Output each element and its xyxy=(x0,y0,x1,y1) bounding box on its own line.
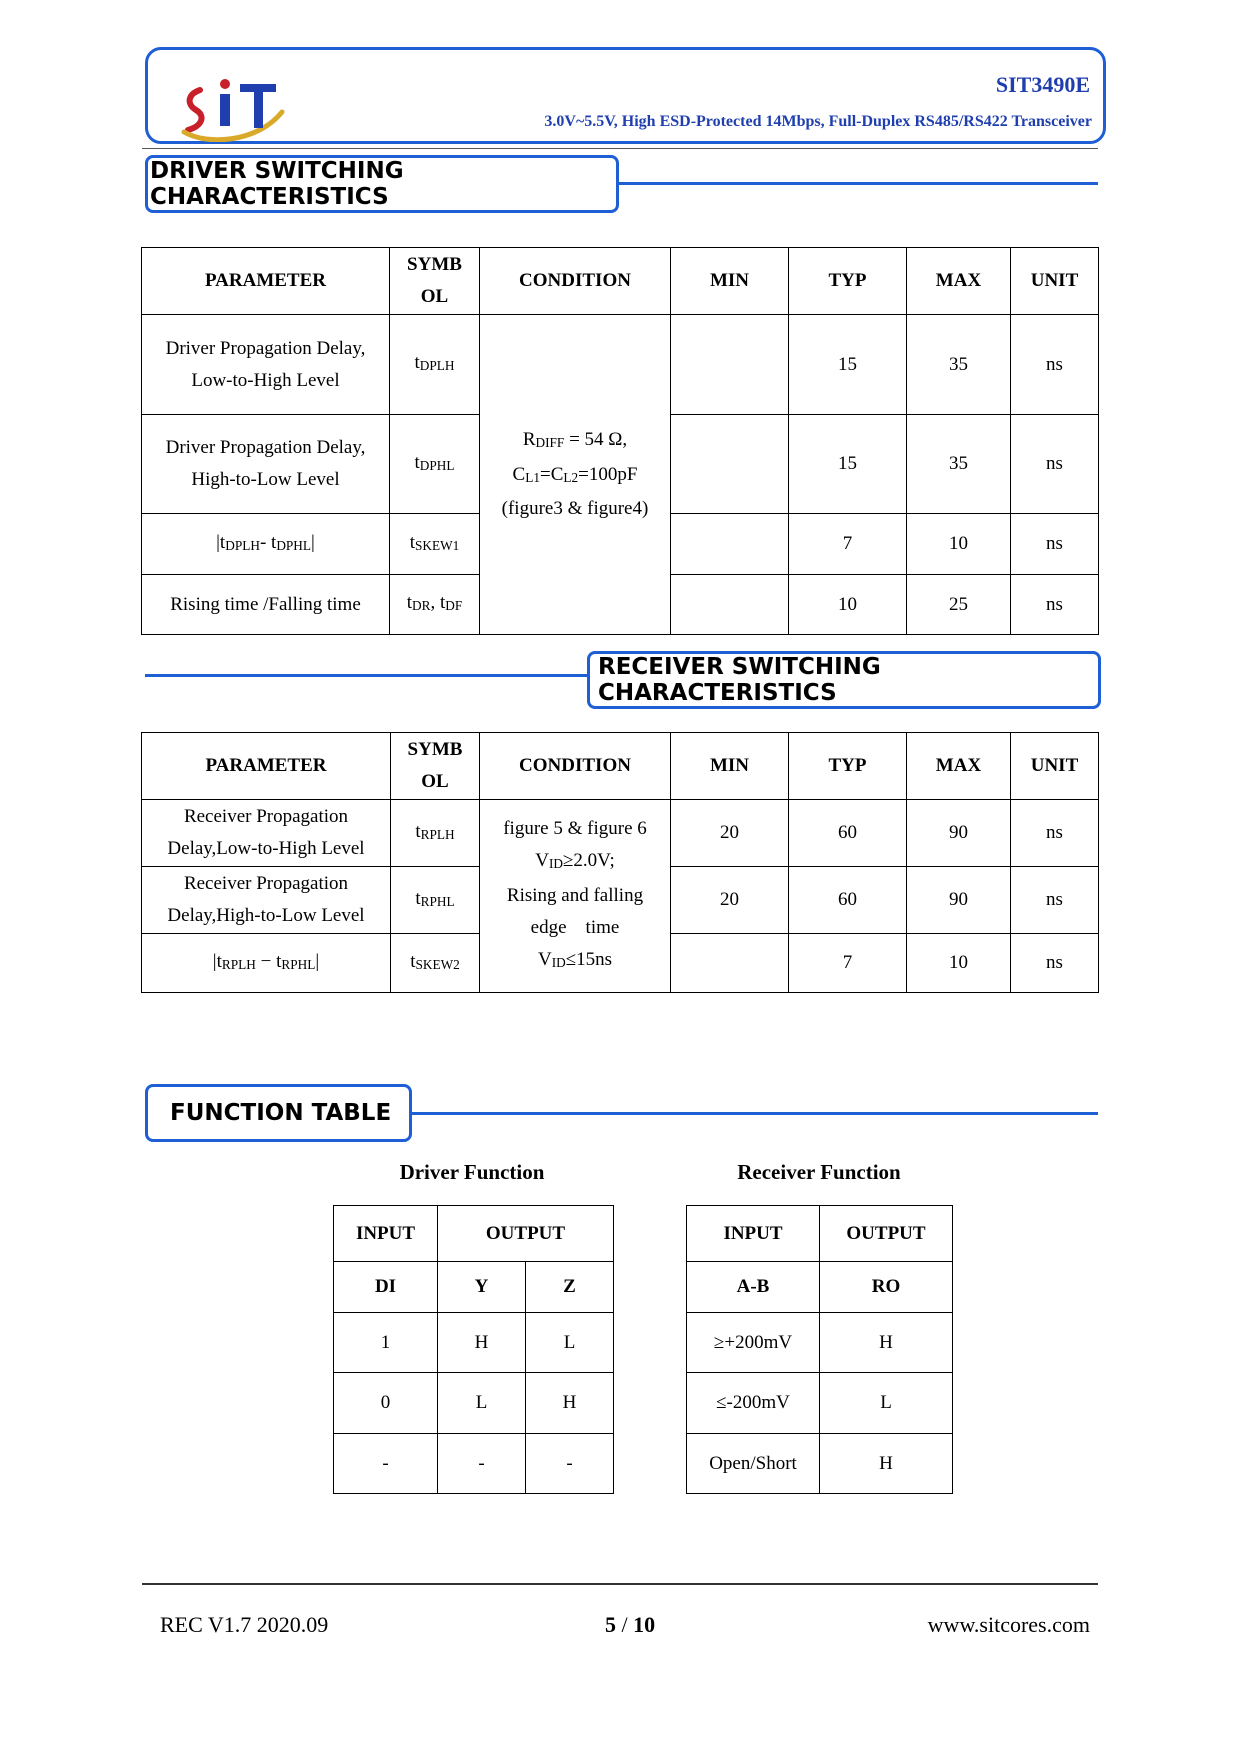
driver-function-caption: Driver Function xyxy=(399,1160,545,1184)
unit-cell: ns xyxy=(1011,514,1099,575)
min-cell: 20 xyxy=(671,867,789,934)
a-b-cell: Open/Short xyxy=(687,1434,820,1494)
min-cell xyxy=(671,415,789,514)
document-version: REC V1.7 2020.09 xyxy=(160,1612,329,1637)
parameter-cell: Receiver Propagation Delay,Low-to-High Level xyxy=(142,800,391,867)
col-header-condition: CONDITION xyxy=(480,733,671,800)
website-link[interactable]: www.sitcores.com xyxy=(927,1612,1090,1637)
symbol-cell: $t_{RPHL}$ xyxy=(391,867,480,934)
receiver-section-rule xyxy=(145,674,588,677)
z-cell: L xyxy=(526,1313,614,1373)
max-cell: 25 xyxy=(907,575,1011,635)
col-header-max: MAX xyxy=(907,733,1011,800)
table-row xyxy=(142,315,1099,415)
header-divider xyxy=(142,148,1098,149)
driver-switching-table xyxy=(141,247,1099,635)
min-cell xyxy=(671,514,789,575)
y-cell: - xyxy=(438,1434,526,1494)
max-cell: 35 xyxy=(907,315,1011,415)
table-header-row xyxy=(334,1262,614,1313)
driver-section-title xyxy=(145,155,619,213)
col-header-unit: UNIT xyxy=(1011,248,1099,315)
condition-cell: $R_{DIFF} = 54$ Ω, $C_{L1}=C_{L2}=100pF$ (figure3 & figure4) xyxy=(480,315,671,635)
receiver-function-caption: Receiver Function xyxy=(737,1160,901,1184)
col-header-parameter: PARAMETER xyxy=(142,733,391,800)
table-header-row xyxy=(334,1206,614,1262)
part-number: SIT3490E xyxy=(995,72,1090,97)
max-cell: 10 xyxy=(907,514,1011,575)
unit-cell: ns xyxy=(1011,800,1099,867)
table-header-row xyxy=(142,248,1099,315)
output-group-header: OUTPUT xyxy=(820,1206,953,1262)
driver-section-title-text: DRIVER SWITCHING CHARACTERISTICS xyxy=(150,158,404,210)
table-row xyxy=(334,1434,614,1494)
driver-function-table xyxy=(333,1205,614,1494)
ro-cell: L xyxy=(820,1373,953,1434)
parameter-cell: $|t_{DPLH}-$ $t_{DPHL}|$ xyxy=(142,514,390,575)
max-cell: 10 xyxy=(907,934,1011,993)
a-b-cell: ≤-200mV xyxy=(687,1373,820,1434)
col-header-typ: TYP xyxy=(789,248,907,315)
table-header-row xyxy=(142,733,1099,800)
col-header-min: MIN xyxy=(671,248,789,315)
driver-section-rule xyxy=(618,182,1098,185)
di-cell: 0 xyxy=(334,1373,438,1434)
table-row xyxy=(687,1313,953,1373)
col-header-typ: TYP xyxy=(789,733,907,800)
document-subtitle: 3.0V~5.5V, High ESD-Protected 14Mbps, Full-Duplex RS485/RS422 Transceiver xyxy=(544,113,1092,130)
receiver-function-table xyxy=(686,1205,953,1494)
ro-cell: H xyxy=(820,1313,953,1373)
unit-cell: ns xyxy=(1011,867,1099,934)
unit-cell: ns xyxy=(1011,934,1099,993)
di-cell: - xyxy=(334,1434,438,1494)
symbol-cell: $t_{RPLH}$ xyxy=(391,800,480,867)
max-cell: 90 xyxy=(907,867,1011,934)
parameter-cell: Receiver Propagation Delay,High-to-Low Level xyxy=(142,867,391,934)
col-header-z: Z xyxy=(526,1262,614,1313)
z-cell: H xyxy=(526,1373,614,1434)
output-group-header: OUTPUT xyxy=(438,1206,614,1262)
min-cell xyxy=(671,575,789,635)
min-cell xyxy=(671,315,789,415)
parameter-cell: Driver Propagation Delay, Low-to-High Level xyxy=(142,315,390,415)
col-header-parameter: PARAMETER xyxy=(142,248,390,315)
receiver-section-title-text: RECEIVER SWITCHING CHARACTERISTICS xyxy=(598,654,881,706)
typ-cell: 60 xyxy=(789,800,907,867)
typ-cell: 10 xyxy=(789,575,907,635)
typ-cell: 7 xyxy=(789,514,907,575)
col-header-y: Y xyxy=(438,1262,526,1313)
col-header-unit: UNIT xyxy=(1011,733,1099,800)
table-row xyxy=(334,1313,614,1373)
table-header-row xyxy=(687,1206,953,1262)
z-cell: - xyxy=(526,1434,614,1494)
parameter-cell: Rising time /Falling time xyxy=(142,575,390,635)
table-row xyxy=(334,1373,614,1434)
receiver-switching-table xyxy=(141,732,1099,993)
max-cell: 35 xyxy=(907,415,1011,514)
function-section-rule xyxy=(411,1112,1098,1115)
di-cell: 1 xyxy=(334,1313,438,1373)
a-b-cell: ≥+200mV xyxy=(687,1313,820,1373)
condition-cell: figure 5 & figure 6 $V_{ID}\ge 2.0V$; Rising and falling edge time $V_{ID}\le 15ns$ xyxy=(480,800,671,993)
function-section-title-text: FUNCTION TABLE xyxy=(170,1100,392,1126)
col-header-max: MAX xyxy=(907,248,1011,315)
unit-cell: ns xyxy=(1011,315,1099,415)
table-row xyxy=(142,800,1099,867)
table-row xyxy=(687,1434,953,1494)
table-row xyxy=(687,1373,953,1434)
ro-cell: H xyxy=(820,1434,953,1494)
min-cell xyxy=(671,934,789,993)
table-header-row xyxy=(687,1262,953,1313)
col-header-di: DI xyxy=(334,1262,438,1313)
symbol-cell: $t_{SKEW2}$ xyxy=(391,934,480,993)
receiver-section-title xyxy=(587,651,1101,709)
parameter-cell: Driver Propagation Delay, High-to-Low Level xyxy=(142,415,390,514)
input-group-header: INPUT xyxy=(687,1206,820,1262)
symbol-cell: $t_{DR}$, $t_{DF}$ xyxy=(390,575,480,635)
y-cell: H xyxy=(438,1313,526,1373)
symbol-cell: $t_{SKEW1}$ xyxy=(390,514,480,575)
company-logo-icon xyxy=(178,72,288,142)
typ-cell: 7 xyxy=(789,934,907,993)
footer-divider xyxy=(142,1583,1098,1585)
typ-cell: 15 xyxy=(789,315,907,415)
col-header-min: MIN xyxy=(671,733,789,800)
max-cell: 90 xyxy=(907,800,1011,867)
parameter-cell: $|t_{RPLH} - t_{RPHL}|$ xyxy=(142,934,391,993)
typ-cell: 60 xyxy=(789,867,907,934)
function-section-title xyxy=(145,1084,412,1142)
input-group-header: INPUT xyxy=(334,1206,438,1262)
typ-cell: 15 xyxy=(789,415,907,514)
y-cell: L xyxy=(438,1373,526,1434)
unit-cell: ns xyxy=(1011,415,1099,514)
symbol-cell: $t_{DPLH}$ xyxy=(390,315,480,415)
unit-cell: ns xyxy=(1011,575,1099,635)
col-header-ro: RO xyxy=(820,1262,953,1313)
col-header-symbol: SYMB OL xyxy=(390,248,480,315)
page-number: 5 / 10 xyxy=(604,1612,656,1637)
col-header-condition: CONDITION xyxy=(480,248,671,315)
col-header-a-b: A-B xyxy=(687,1262,820,1313)
min-cell: 20 xyxy=(671,800,789,867)
symbol-cell: $t_{DPHL}$ xyxy=(390,415,480,514)
col-header-symbol: SYMB OL xyxy=(391,733,480,800)
